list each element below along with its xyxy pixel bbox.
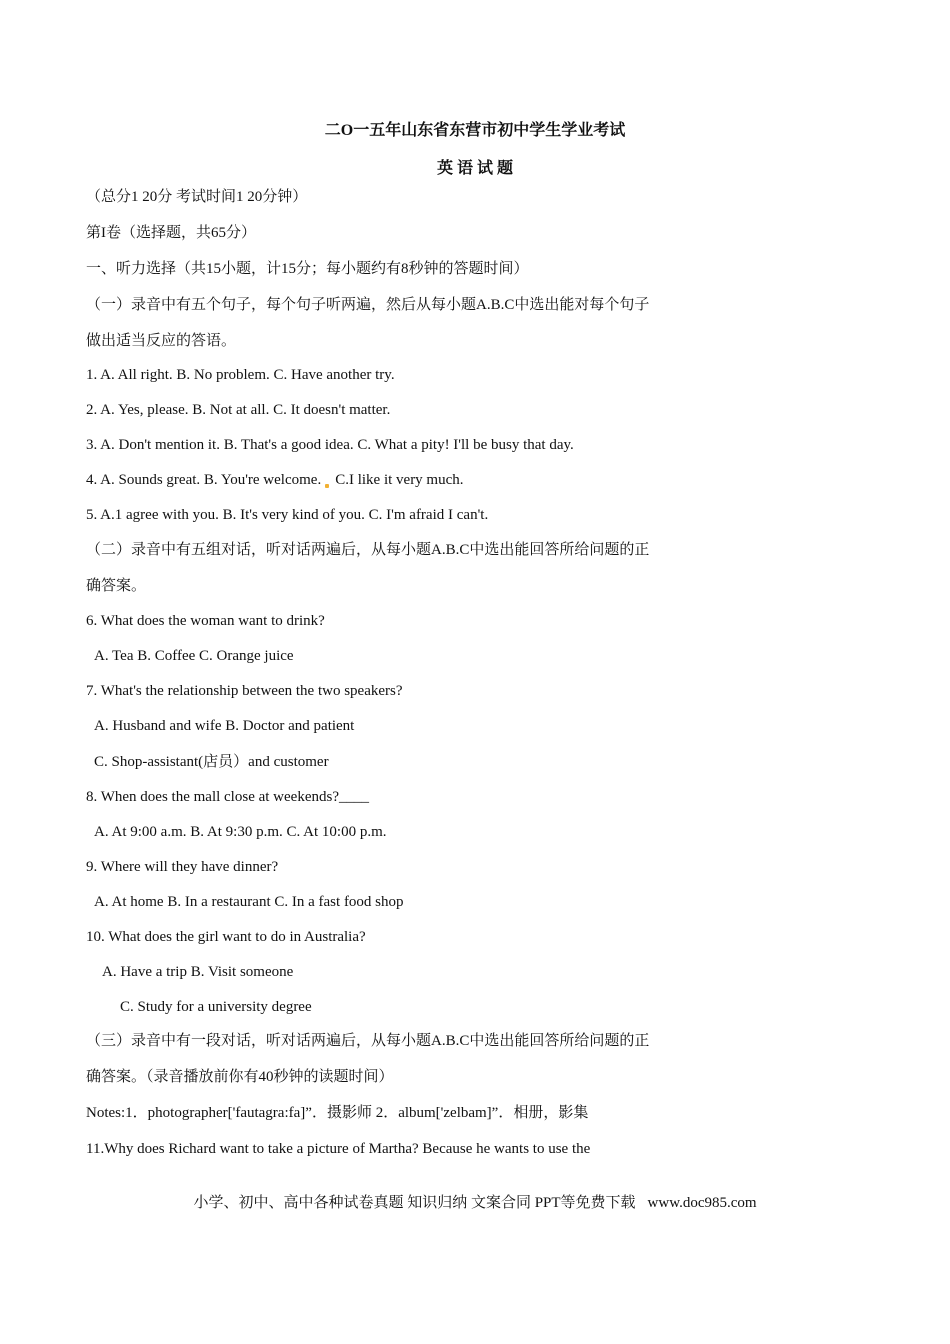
- question-1: 1. A. All right. B. No problem. C. Have another try.: [86, 367, 395, 383]
- question-7-options-line1: A. Husband and wife B. Doctor and patient: [94, 718, 355, 734]
- question-6: 6. What does the woman want to drink?: [86, 613, 325, 629]
- question-9-options: A. At home B. In a restaurant C. In a fast food shop: [94, 894, 404, 910]
- sub3-instruction-line2: 确答案。（录音播放前你有40秒钟的读题时间）: [86, 1069, 394, 1085]
- question-10-options-line2: C. Study for a university degree: [120, 999, 312, 1015]
- question-5: 5. A.1 agree with you. B. It's very kind of you. C. I'm afraid I can't.: [86, 507, 489, 523]
- question-10: 10. What does the girl want to do in Australia?: [86, 929, 366, 945]
- exam-title: 二O一五年山东省东营市初中学生学业考试: [324, 122, 626, 139]
- question-10-options-line1: A. Have a trip B. Visit someone: [102, 964, 294, 980]
- question-11: 11.Why does Richard want to take a picture of Martha? Because he wants to use the: [86, 1141, 591, 1157]
- exam-info: （总分1 20分 考试时间1 20分钟）: [86, 189, 308, 205]
- page-footer: [0, 1191, 950, 1212]
- question-4-part1: 4. A. Sounds great. B. You're welcome.: [86, 472, 322, 488]
- section1-heading: 一、听力选择（共15小题，计15分；每小题约有8秒钟的答题时间）: [86, 261, 529, 277]
- dot-mark: [325, 484, 329, 488]
- question-4: [86, 471, 464, 489]
- sub1-instruction-line2: 做出适当反应的答语。: [86, 333, 237, 349]
- sub2-instruction-line1: （二）录音中有五组对话，听对话两遍后，从每小题A.B.C中选出能回答所给问题的正: [86, 542, 650, 558]
- vocabulary-notes: Notes:1．photographer['fautagra:fa]”．摄影师 2．album['zelbam]”．相册，影集: [86, 1105, 589, 1121]
- sub1-instruction-line1: （一）录音中有五个句子，每个句子听两遍，然后从每小题A.B.C中选出能对每个句子: [86, 297, 650, 313]
- footer-text: 小学、初中、高中各种试卷真题 知识归纳 文案合同 PPT等免费下载: [193, 1195, 636, 1211]
- question-4-part2: C.I like it very much.: [335, 472, 464, 488]
- question-8-options: A. At 9:00 a.m. B. At 9:30 p.m. C. At 10:00 p.m.: [94, 824, 387, 840]
- question-7: 7. What's the relationship between the two speakers?: [86, 683, 403, 699]
- footer-url[interactable]: www.doc985.com: [647, 1195, 757, 1211]
- part1-heading: 第I卷（选择题，共65分）: [86, 225, 256, 241]
- question-2: 2. A. Yes, please. B. Not at all. C. It doesn't matter.: [86, 402, 391, 418]
- question-3: 3. A. Don't mention it. B. That's a good idea. C. What a pity! I'll be busy that day.: [86, 437, 574, 453]
- question-7-options-line2: C. Shop-assistant(店员）and customer: [94, 754, 329, 770]
- question-6-options: A. Tea B. Coffee C. Orange juice: [94, 648, 294, 664]
- question-9: 9. Where will they have dinner?: [86, 859, 279, 875]
- exam-subtitle: 英 语 试 题: [436, 160, 513, 177]
- question-8: 8. When does the mall close at weekends?____: [86, 789, 369, 805]
- sub3-instruction-line1: （三）录音中有一段对话，听对话两遍后，从每小题A.B.C中选出能回答所给问题的正: [86, 1033, 650, 1049]
- sub2-instruction-line2: 确答案。: [86, 578, 147, 594]
